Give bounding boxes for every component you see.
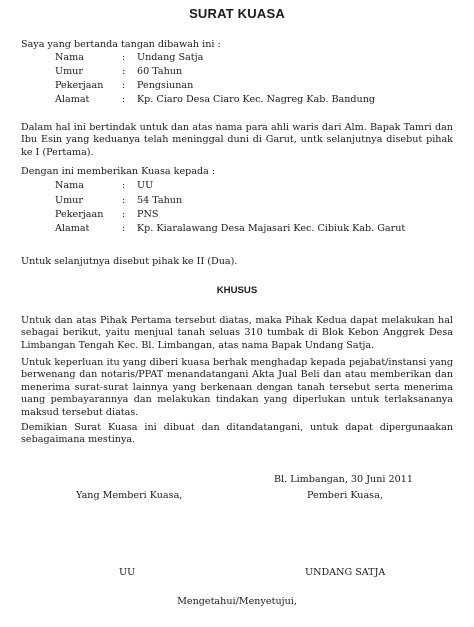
grantee-age-colon: : <box>122 195 126 206</box>
grantee-address-colon: : <box>122 223 126 234</box>
grantee-intro-line: Dengan ini memberikan Kuasa kepada : <box>21 166 216 177</box>
left-signatory-name: UU <box>119 567 136 578</box>
grantor-age-value: 60 Tahun <box>137 66 183 77</box>
grantee-name-value: UU <box>137 180 154 191</box>
intro-line: Saya yang bertanda tangan dibawah ini : <box>21 39 221 50</box>
grantee-address-label: Alamat <box>55 223 90 234</box>
grantor-address-colon: : <box>122 94 126 105</box>
grantor-name-label: Nama <box>55 52 84 63</box>
grantor-name-colon: : <box>122 52 126 63</box>
body-paragraph-2: Untuk keperluan itu yang diberi kuasa berhak menghadap kepada pejabat/instansi yang berwenang dan notaris/PPAT menandatangani Akta Jual Beli dan atau memberikan dan menerima surat-surat lainnya yang berkenaan dengan tanah tersebut serta menerima uang pembayarannya dan melakukan tindakan yang diperlukan untuk terlaksananya maksud tersebut diatas. <box>21 357 453 418</box>
grantee-name-label: Nama <box>55 180 84 191</box>
grantor-age-colon: : <box>122 66 126 77</box>
right-signatory-role: Pemberi Kuasa, <box>307 490 383 501</box>
grantor-age-label: Umur <box>55 66 83 77</box>
grantee-job-value: PNS <box>137 209 159 220</box>
place-date: Bl. Limbangan, 30 Juni 2011 <box>274 474 413 485</box>
witness-line: Mengetahui/Menyetujui, <box>177 596 297 607</box>
grantee-job-label: Pekerjaan <box>55 209 104 220</box>
grantor-address-label: Alamat <box>55 94 90 105</box>
section-heading: KHUSUS <box>216 285 258 296</box>
grantee-age-label: Umur <box>55 195 83 206</box>
left-signatory-role: Yang Memberi Kuasa, <box>76 490 183 501</box>
grantor-address-value: Kp. Ciaro Desa Ciaro Kec. Nagreg Kab. Bandung <box>137 94 376 105</box>
right-signatory-name: UNDANG SATJA <box>305 567 386 578</box>
grantor-job-colon: : <box>122 80 126 91</box>
grantee-outro-line: Untuk selanjutnya disebut pihak ke II (Dua). <box>21 256 238 267</box>
document-title: SURAT KUASA <box>189 6 285 21</box>
grantee-address-value: Kp. Kiaralawang Desa Majasari Kec. Cibiuk Kab. Garut <box>137 223 406 234</box>
grantee-age-value: 54 Tahun <box>137 195 183 206</box>
body-paragraph-3: Demikian Surat Kuasa ini dibuat dan ditandatangani, untuk dapat dipergunaakan sebagaimana mestinya. <box>21 422 453 446</box>
body-paragraph-1: Untuk dan atas Pihak Pertama tersebut diatas, maka Pihak Kedua dapat melakukan hal sebagai berikut, yaitu menjual tanah seluas 310 tumbak di Blok Kebon Anggrek Desa Limbangan Tengah Kec. Bl. Limbangan, atas nama Bapak Undang Satja. <box>21 315 453 351</box>
statement-paragraph: Dalam hal ini bertindak untuk dan atas nama para ahli waris dari Alm. Bapak Tamri dan Ibu Esin yang keduanya telah meninggal duni di Garut, untk selanjutnya disebut pihak ke I (Pertama). <box>21 122 453 158</box>
grantor-job-label: Pekerjaan <box>55 80 104 91</box>
grantee-name-colon: : <box>122 180 126 191</box>
grantor-name-value: Undang Satja <box>137 52 204 63</box>
grantor-job-value: Pengsiunan <box>137 80 194 91</box>
grantee-job-colon: : <box>122 209 126 220</box>
